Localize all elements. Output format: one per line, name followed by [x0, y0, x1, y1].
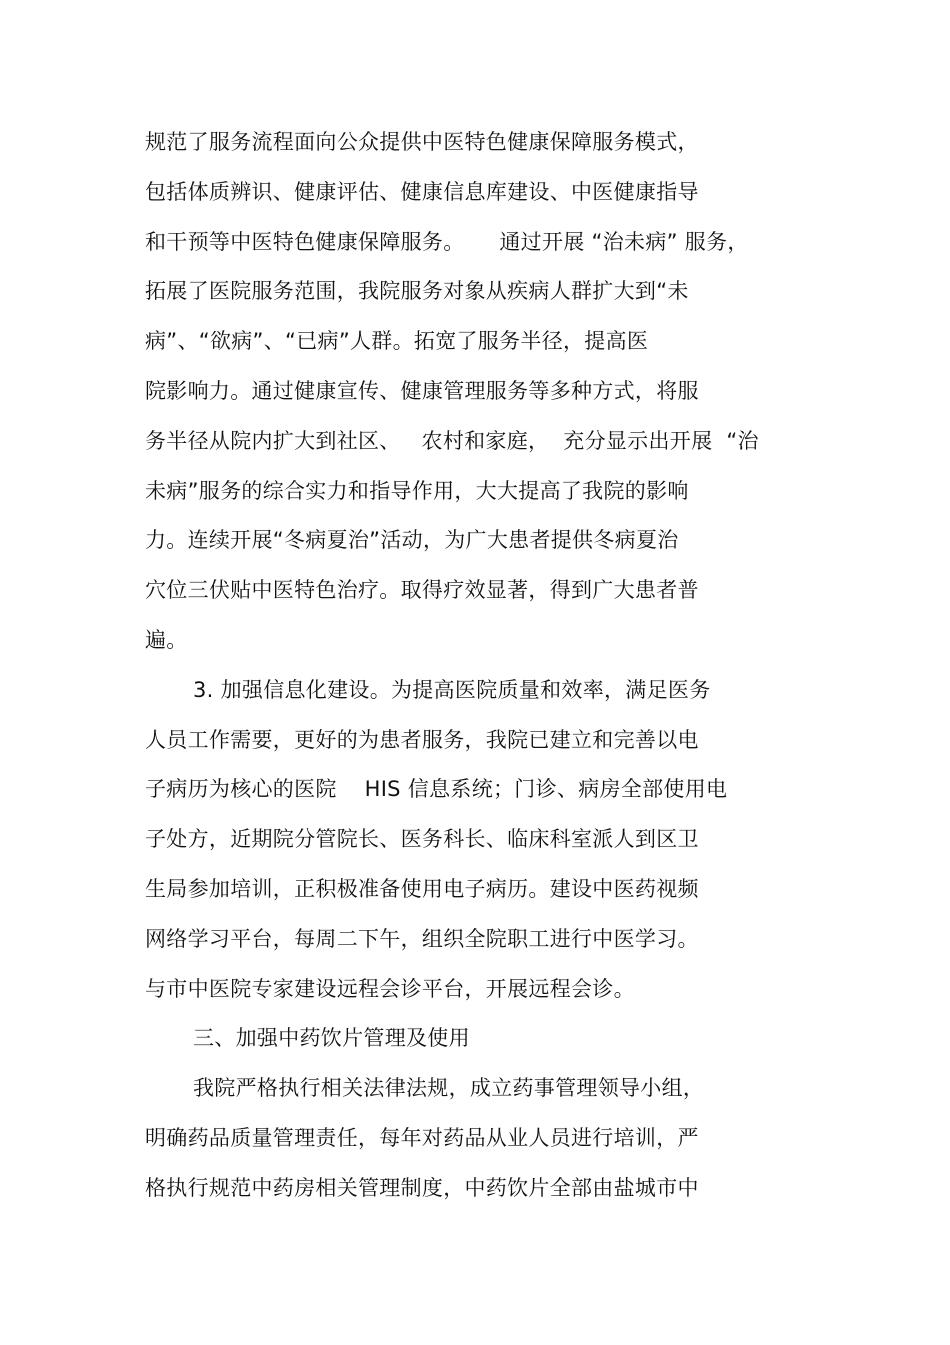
text-line-11: 遍。 — [145, 628, 188, 652]
text-line-10: 穴位三伏贴中医特色治疗。取得疗效显著，得到广大患者普 — [145, 578, 699, 602]
text-line-3: 和干预等中医特色健康保障服务。 通过开展 “治未病” 服务， — [145, 230, 749, 254]
text-line-18: 与市中医院专家建设远程会诊平台，开展远程会诊。 — [145, 977, 635, 1001]
text-line-1: 规范了服务流程面向公众提供中医特色健康保障服务模式， — [145, 130, 699, 154]
text-line-6: 院影响力。通过健康宣传、健康管理服务等多种方式，将服 — [145, 379, 699, 403]
text-line-15: 子处方，近期院分管院长、医务科长、临床科室派人到区卫 — [145, 827, 699, 851]
text-line-8: 未病”服务的综合实力和指导作用，大大提高了我院的影响 — [145, 479, 689, 503]
section-heading-3: 3. 加强信息化建设。为提高医院质量和效率，满足医务 — [193, 678, 711, 702]
text-line-13: 人员工作需要，更好的为患者服务，我院已建立和完善以电 — [145, 728, 699, 752]
text-line-21: 明确药品质量管理责任，每年对药品从业人员进行培训，严 — [145, 1126, 699, 1150]
text-line-17: 网络学习平台，每周二下午，组织全院职工进行中医学习。 — [145, 927, 699, 951]
text-line-14: 子病历为核心的医院 HIS 信息系统；门诊、病房全部使用电 — [145, 777, 728, 801]
chapter-heading: 三、加强中药饮片管理及使用 — [193, 1026, 470, 1050]
text-line-9: 力。连续开展“冬病夏治”活动，为广大患者提供冬病夏治 — [145, 528, 679, 552]
text-line-2: 包括体质辨识、健康评估、健康信息库建设、中医健康指导 — [145, 180, 699, 204]
text-line-16: 生局参加培训，正积极准备使用电子病历。建设中医药视频 — [145, 877, 699, 901]
text-line-22: 格执行规范中药房相关管理制度，中药饮片全部由盐城市中 — [145, 1176, 699, 1200]
text-line-4: 拓展了医院服务范围，我院服务对象从疾病人群扩大到“未 — [145, 279, 689, 303]
text-line-20: 我院严格执行相关法律法规，成立药事管理领导小组， — [193, 1076, 705, 1100]
text-line-7: 务半径从院内扩大到社区、 农村和家庭， 充分显示出开展 “治 — [145, 429, 759, 453]
text-line-5: 病”、“欲病”、“已病”人群。拓宽了服务半径，提高医 — [145, 329, 649, 353]
